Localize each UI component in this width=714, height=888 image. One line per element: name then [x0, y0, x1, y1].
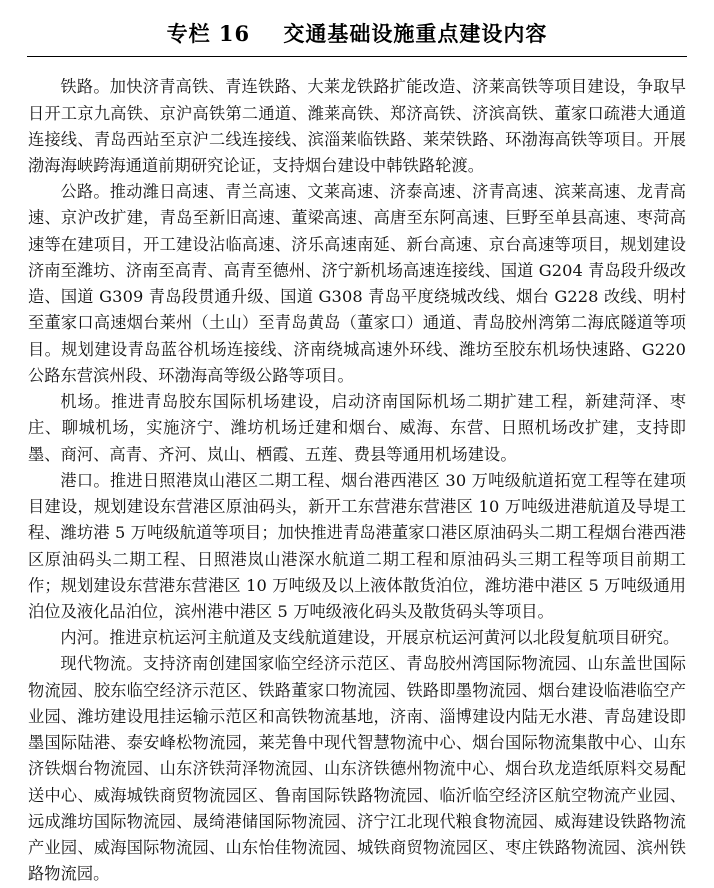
title-divider — [27, 56, 687, 57]
paragraph-highway: 公路。推动潍日高速、青兰高速、文莱高速、济泰高速、济青高速、滨莱高速、龙青高速、京沪改扩建，青岛至新旧高速、董梁高速、高唐至东阿高速、巨野至单县高速、枣菏高速等在建项目，开工建设沾临高速、济乐高速南延、新台高速、京台高速等项目，规划建设济南至潍坊、济南至高青、高青至德州、济宁新机场高速连接线、国道 G204 青岛段升级改造、国道 G309 青岛段贯通升级、国道 G308 青岛平度绕城改线、烟台 G228 改线、明村至董家口高速烟台莱州（土山）至青岛黄岛（董家口）通道、青岛胶州湾第二海底隧道等项目。规划建设青岛蓝谷机场连接线、济南绕城高速外环线、潍坊至胶东机场快速路、G220 公路东营滨州段、环渤海高等级公路等项目。 — [28, 182, 686, 385]
paragraph-railway: 铁路。加快济青高铁、青连铁路、大莱龙铁路扩能改造、济莱高铁等项目建设，争取早日开工京九高铁、京沪高铁第二通道、潍莱高铁、郑济高铁、济滨高铁、董家口疏港大通道连接线、青岛西站至京沪二线连接线、滨淄莱临铁路、莱荣铁路、环渤海高铁等项目。开展渤海海峡跨海通道前期研究论证，支持烟台建设中韩铁路轮渡。 — [28, 77, 686, 175]
paragraph-port: 港口。推进日照港岚山港区二期工程、烟台港西港区 30 万吨级航道拓宽工程等在建项目建设，规划建设东营港区原油码头，新开工东营港东营港区 10 万吨级进港航道及导堤工程、潍坊港 5 万吨级航道等项目；加快推进青岛港董家口港区原油码头二期工程烟台港西港区原油码头二期工程、日照港岚山港深水航道二期工程和原油码头三期工程等项目前期工作；规划建设东营港东营港区 10 万吨级及以上液体散货泊位，潍坊港中港区 5 万吨级通用泊位及液化品泊位，滨州港中港区 5 万吨级液化码头及散货码头等项目。 — [28, 470, 686, 621]
paragraph-airport: 机场。推进青岛胶东国际机场建设，启动济南国际机场二期扩建工程，新建菏泽、枣庄、聊城机场，实施济宁、潍坊机场迁建和烟台、威海、东营、日照机场改扩建，支持即墨、商河、高青、齐河、岚山、栖霞、五莲、费县等通用机场建设。 — [28, 392, 686, 464]
paragraph-modern-logistics: 现代物流。支持济南创建国家临空经济示范区、青岛胶州湾国际物流园、山东盖世国际物流园、胶东临空经济示范区、铁路董家口物流园、铁路即墨物流园、烟台建设临港临空产业园、潍坊建设甩挂运输示范区和高铁物流基地，济南、淄博建设内陆无水港、青岛建设即墨国际陆港、泰安峰松物流园，莱芜鲁中现代智慧物流中心、烟台国际物流集散中心、山东济铁烟台物流园、山东济铁菏泽物流园、山东济铁德州物流中心、烟台玖龙造纸原料交易配送中心、威海城铁商贸物流园区、鲁南国际铁路物流园、临沂临空经济区航空物流产业园、远成潍坊国际物流园、晟绮港储国际物流园、济宁江北现代粮食物流园、威海建设铁路物流产业园、威海国际物流园、山东怡佳物流园、城铁商贸物流园区、枣庄铁路物流园、滨州铁路物流园。 — [28, 654, 686, 884]
paragraph-inland-waterway: 内河。推进京杭运河主航道及支线航道建设，开展京杭运河黄河以北段复航项目研究。 — [60, 628, 680, 648]
document-body — [0, 63, 714, 887]
page-title: 专栏 16 交通基础设施重点建设内容 — [166, 21, 548, 46]
title-block — [0, 0, 714, 63]
